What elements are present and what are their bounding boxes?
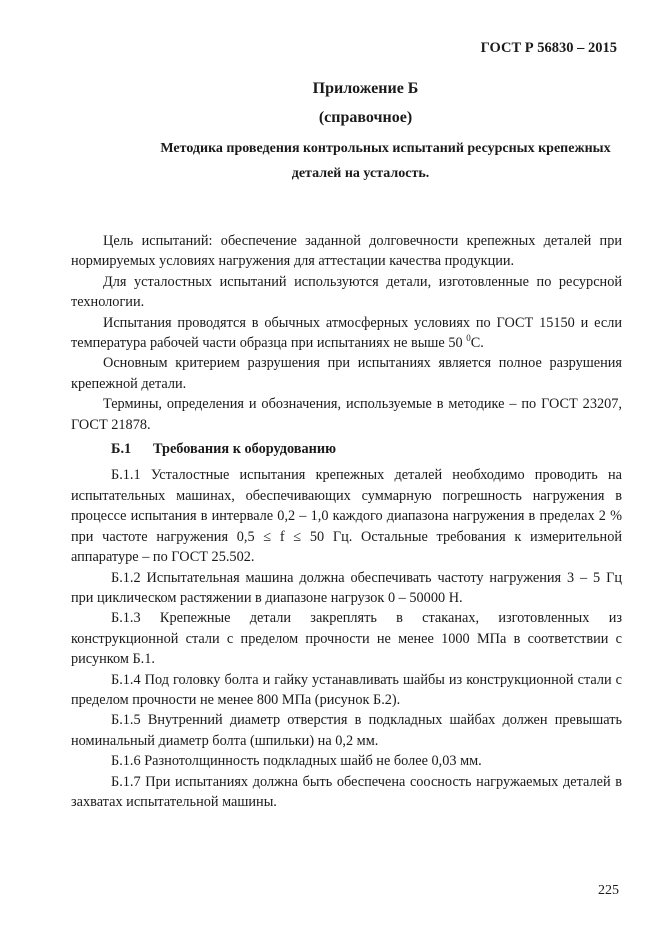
intro-paragraph-conditions <box>71 313 622 354</box>
intro-paragraph-goal: Цель испытаний: обеспечение заданной долговечности крепежных деталей при нормируемых условиях нагружения для аттестации качества продукции. <box>71 233 622 270</box>
section-number: Б.1 <box>111 441 132 458</box>
appendix-name-line1: Методика проведения контрольных испытаний ресурсных крепежных <box>160 141 611 156</box>
clause-b1-7: Б.1.7 При испытаниях должна быть обеспечена соосность нагружаемых деталей в захватах испытательной машины. <box>71 773 622 810</box>
appendix-type: (справочное) <box>318 109 413 126</box>
intro-paragraph-criterion: Основным критерием разрушения при испытаниях является полное разрушения крепежной детали. <box>71 355 622 392</box>
clause-b1-1: Б.1.1 Усталостные испытания крепежных деталей необходимо проводить на испытательных машинах, обеспечивающих суммарную погрешность нагружения в процессе испытания в интервале 0,2 – 1,0 каждого диапазона нагружения в пределах 2 % при частоте нагружения 0,5 ≤ f ≤ 50 Гц. Остальные требования к измерительной аппаратуре – по ГОСТ 25.502. <box>71 467 622 566</box>
clause-b1-4: Б.1.4 Под головку болта и гайку устанавливать шайбы из конструкционной стали с пределом прочности не менее 800 МПа (рисунок Б.2). <box>71 671 622 708</box>
conditions-unit: С. <box>470 335 484 352</box>
page-number: 225 <box>598 883 619 898</box>
degree-superscript: 0 <box>466 333 471 344</box>
document-code-header: ГОСТ Р 56830 – 2015 <box>480 40 617 56</box>
appendix-name-line2: деталей на усталость. <box>291 166 430 181</box>
clause-b1-5: Б.1.5 Внутренний диаметр отверстия в подкладных шайбах должен превышать номинальный диаметр болта (шпильки) на 0,2 мм. <box>71 712 622 749</box>
appendix-title: Приложение Б <box>312 80 419 97</box>
clause-b1-3: Б.1.3 Крепежные детали закреплять в стаканах, изготовленных из конструкционной стали с пределом прочности не менее 1000 МПа в соответствии с рисунком Б.1. <box>71 610 622 668</box>
document-body <box>71 231 622 812</box>
intro-paragraph-terms: Термины, определения и обозначения, используемые в методике – по ГОСТ 23207, ГОСТ 21878. <box>71 396 622 433</box>
conditions-text: Испытания проводятся в обычных атмосферных условиях по ГОСТ 15150 и если температура рабочей части образца при испытаниях не выше 50 <box>71 314 622 352</box>
section-heading <box>71 439 622 459</box>
clause-b1-2: Б.1.2 Испытательная машина должна обеспечивать частоту нагружения 3 – 5 Гц при циклическом растяжении в диапазоне нагрузок 0 – 50000 Н. <box>71 569 622 606</box>
intro-paragraph-details: Для усталостных испытаний используются детали, изготовленные по ресурсной технологии. <box>71 273 622 311</box>
section-title: Требования к оборудованию <box>153 441 337 458</box>
clause-b1-6: Б.1.6 Разнотолщинность подкладных шайб не более 0,03 мм. <box>111 753 482 770</box>
